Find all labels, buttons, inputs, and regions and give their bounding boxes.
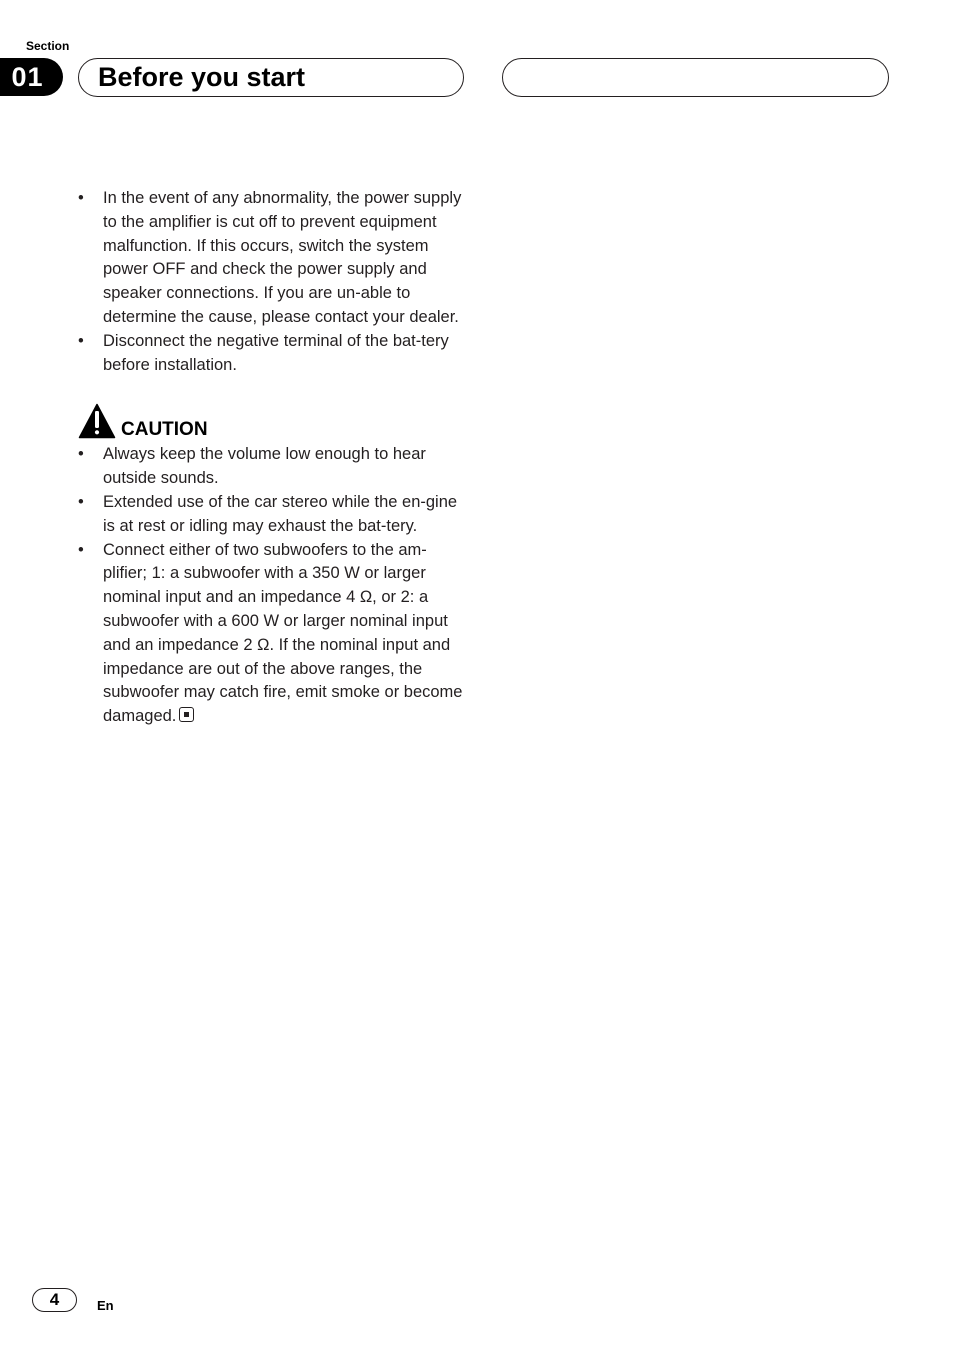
language-code: En: [97, 1298, 114, 1313]
caution-heading: [78, 403, 470, 443]
list-item-text: Connect either of two subwoofers to the am-plifier; 1: a subwoofer with a 350 W or larger nominal input and an impedance 4 Ω, or 2: a subwoofer with a 600 W or larger nominal input and an impedance 2 Ω. If the nominal input and impedance are out of the above ranges, the subwoofer may catch fire, emit smoke or become damaged.: [103, 540, 463, 726]
list-item: • Disconnect the negative terminal of the bat-tery before installation.: [78, 330, 470, 378]
page-title: Before you start: [98, 62, 306, 92]
warning-triangle-icon: [78, 403, 116, 439]
section-label: Section: [26, 39, 70, 53]
end-of-section-icon: [179, 707, 194, 722]
content-column: [78, 187, 470, 729]
section-title-box: [78, 58, 464, 97]
caution-label: CAUTION: [121, 419, 208, 441]
list-item: • In the event of any abnormality, the power supply to the amplifier is cut off to prevent equipment malfunction. If this occurs, switch the system power OFF and check the power supply and speaker connections. If you are un-able to determine the cause, please contact your dealer.: [78, 187, 470, 330]
caution-list: [78, 443, 470, 729]
notes-list: [78, 187, 470, 377]
section-number-badge: 01: [0, 58, 63, 96]
page-number: 4: [32, 1288, 77, 1312]
list-item: • Always keep the volume low enough to hear outside sounds.: [78, 443, 470, 491]
list-item: [78, 539, 470, 729]
list-item: • Extended use of the car stereo while the en-gine is at rest or idling may exhaust the bat-tery.: [78, 491, 470, 539]
section-title-box-right: [502, 58, 889, 97]
